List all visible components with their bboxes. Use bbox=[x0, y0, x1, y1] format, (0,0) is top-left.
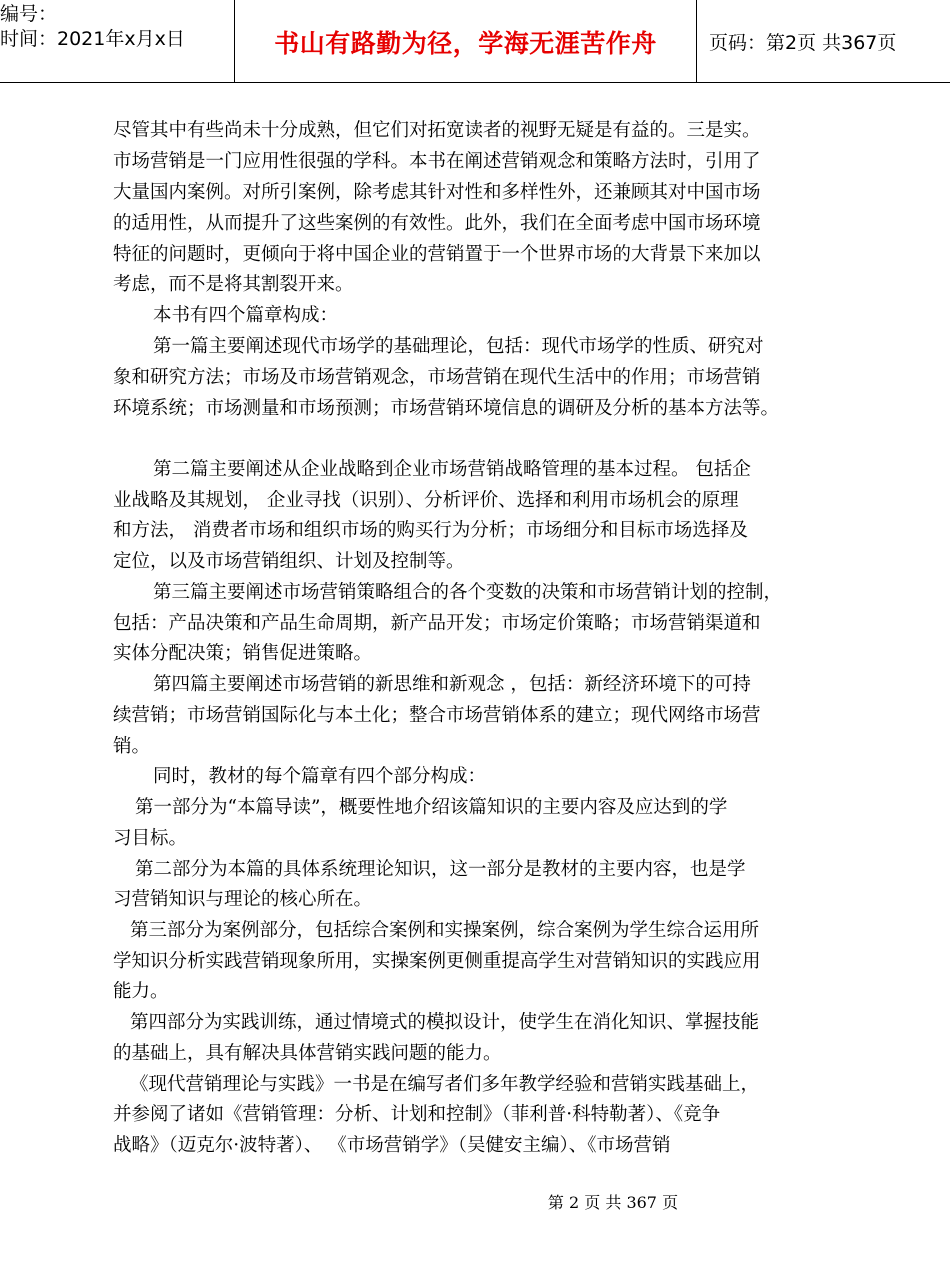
body-line: 实体分配决策；销售促进策略。 bbox=[113, 643, 373, 664]
body-line: 战略》（迈克尔·波特著）、 《市场营销学》（吴健安主编）、《市场营销 bbox=[113, 1135, 671, 1156]
body-line: 的基础上，具有解决具体营销实践问题的能力。 bbox=[113, 1043, 502, 1064]
body-line: 习目标。 bbox=[113, 828, 188, 849]
page-number-label: 页码：第2页 共367页 bbox=[709, 32, 897, 54]
body-line: 学知识分析实践营销现象所用，实操案例更侧重提高学生对营销知识的实践应用 bbox=[113, 951, 761, 972]
body-line: 特征的问题时，更倾向于将中国企业的营销置于一个世界市场的大背景下来加以 bbox=[113, 244, 761, 265]
header-meta-cell bbox=[0, 0, 235, 83]
body-line: 第三篇主要阐述市场营销策略组合的各个变数的决策和市场营销计划的控制， bbox=[153, 582, 783, 603]
body-line: 和方法， 消费者市场和组织市场的购买行为分析；市场细分和目标市场选择及 bbox=[113, 520, 748, 541]
body-line: 同时，教材的每个篇章有四个部分构成： bbox=[153, 766, 487, 787]
body-line: 销。 bbox=[113, 736, 151, 757]
page-footer bbox=[0, 1190, 950, 1213]
body-line: 能力。 bbox=[113, 981, 169, 1002]
body-line: 包括：产品决策和产品生命周期，新产品开发；市场定价策略；市场营销渠道和 bbox=[113, 613, 761, 634]
body-line: 尽管其中有些尚未十分成熟，但它们对拓宽读者的视野无疑是有益的。三是实。 bbox=[113, 120, 761, 141]
body-line: 习营销知识与理论的核心所在。 bbox=[113, 889, 373, 910]
body-line: 的适用性，从而提升了这些案例的有效性。此外，我们在全面考虑中国市场环境 bbox=[113, 213, 761, 234]
body-line: 象和研究方法；市场及市场营销观念，市场营销在现代生活中的作用；市场营销 bbox=[113, 367, 761, 388]
body-line: 环境系统；市场测量和市场预测；市场营销环境信息的调研及分析的基本方法等。 bbox=[113, 398, 780, 419]
body-line: 第三部分为案例部分，包括综合案例和实操案例，综合案例为学生综合运用所 bbox=[130, 920, 760, 941]
time-label: 时间：2021年x月x日 bbox=[0, 28, 185, 50]
motto-text: 书山有路勤为径，学海无涯苦作舟 bbox=[274, 28, 657, 58]
body-line: 考虑，而不是将其割裂开来。 bbox=[113, 274, 354, 295]
body-line: 第一部分为“本篇导读”，概要性地介绍该篇知识的主要内容及应达到的学 bbox=[135, 797, 728, 818]
page-header bbox=[0, 0, 950, 83]
body-line: 大量国内案例。对所引案例，除考虑其针对性和多样性外，还兼顾其对中国市场 bbox=[113, 182, 761, 203]
number-label: 编号： bbox=[0, 3, 58, 25]
body-line: 第二部分为本篇的具体系统理论知识，这一部分是教材的主要内容，也是学 bbox=[135, 859, 746, 880]
body-line: 第一篇主要阐述现代市场学的基础理论，包括：现代市场学的性质、研究对 bbox=[153, 336, 764, 357]
body-line: 续营销；市场营销国际化与本土化；整合市场营销体系的建立；现代网络市场营 bbox=[113, 705, 761, 726]
header-page-cell bbox=[697, 0, 950, 83]
body-line: 并参阅了诸如《营销管理：分析、计划和控制》（菲利普·科特勒著）、《竞争 bbox=[113, 1104, 721, 1125]
body-line: 第二篇主要阐述从企业战略到企业市场营销战略管理的基本过程。 包括企 bbox=[153, 459, 751, 480]
body-line: 本书有四个篇章构成： bbox=[153, 305, 339, 326]
body-line: 定位，以及市场营销组织、计划及控制等。 bbox=[113, 551, 465, 572]
header-motto-cell bbox=[235, 0, 697, 83]
body-line: 市场营销是一门应用性很强的学科。本书在阐述营销观念和策略方法时，引用了 bbox=[113, 151, 761, 172]
body-line: 《现代营销理论与实践》一书是在编写者们多年教学经验和营销实践基础上， bbox=[130, 1074, 760, 1095]
body-line: 业战略及其规划， 企业寻找（识别）、分析评价、选择和利用市场机会的原理 bbox=[113, 490, 739, 511]
body-line: 第四部分为实践训练，通过情境式的模拟设计，使学生在消化知识、掌握技能 bbox=[130, 1012, 760, 1033]
footer-page-number: 第 2 页 共 367 页 bbox=[547, 1193, 679, 1212]
body-line: 第四篇主要阐述市场营销的新思维和新观念 ，包括：新经济环境下的可持 bbox=[153, 674, 751, 695]
